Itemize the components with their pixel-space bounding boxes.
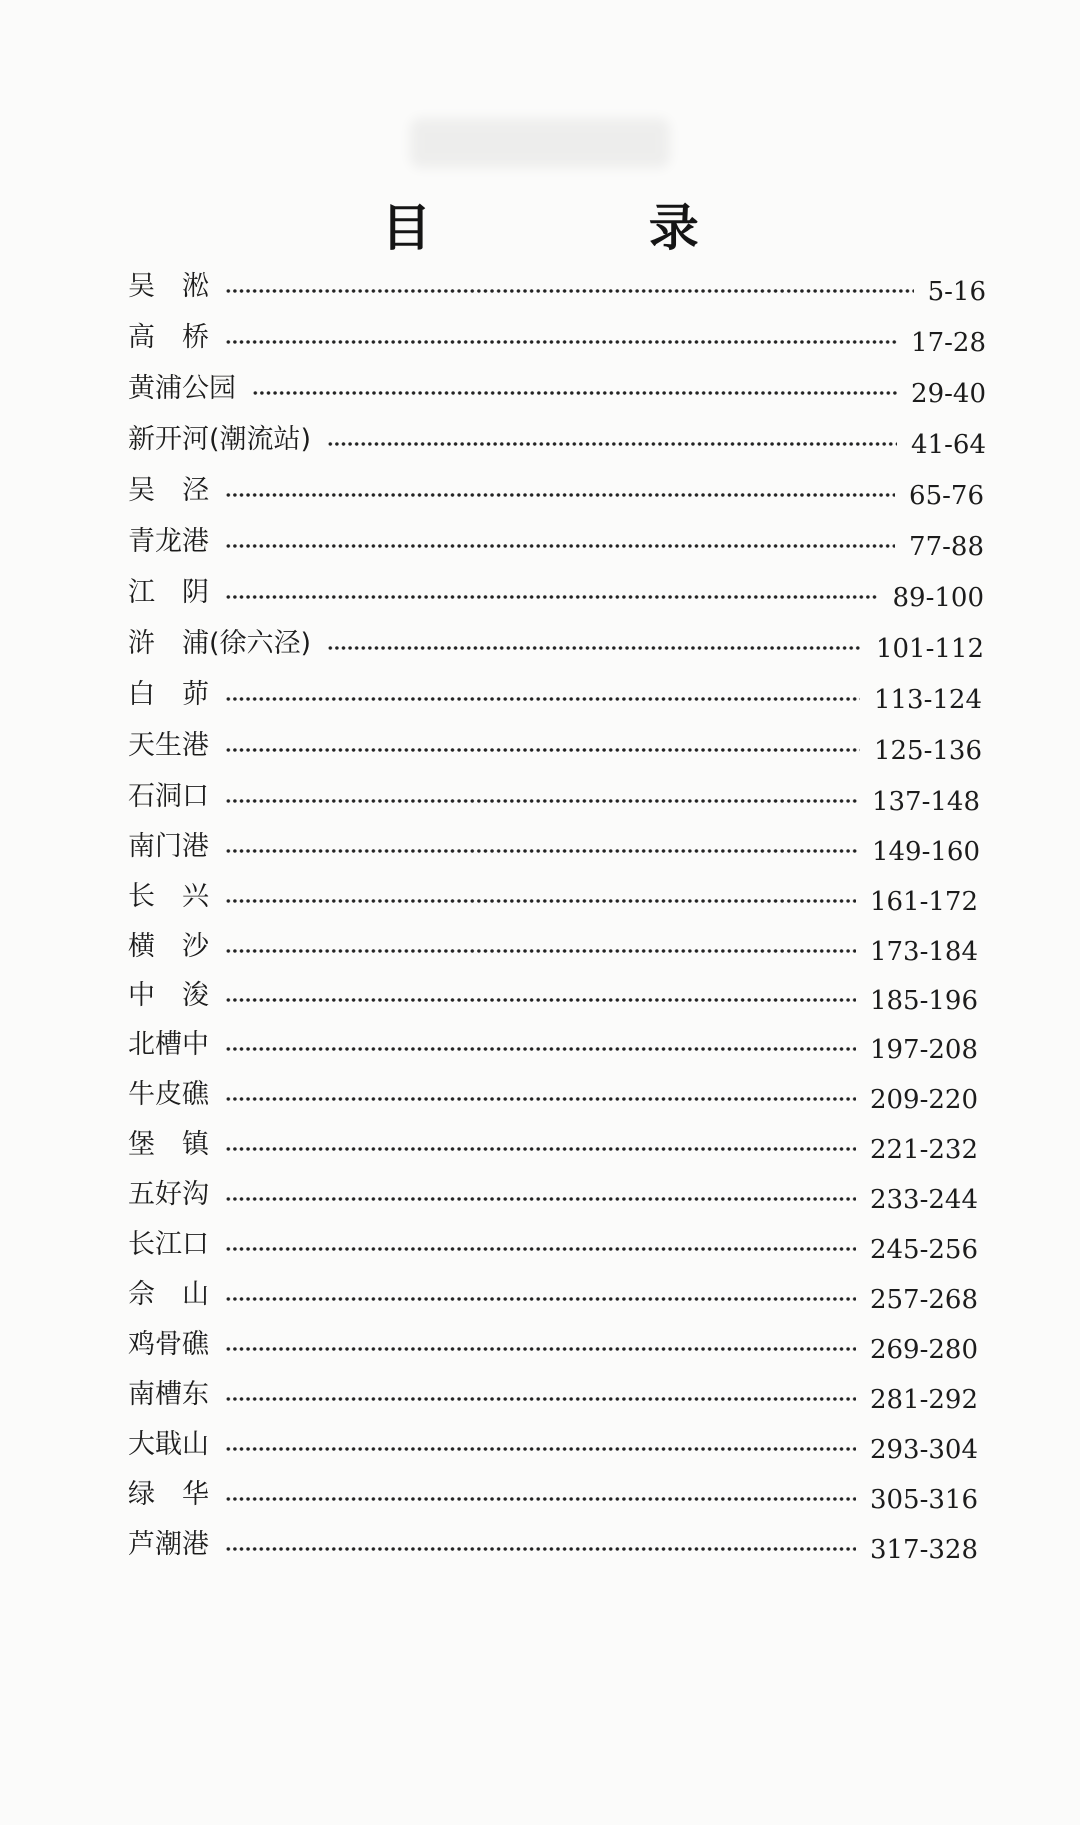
toc-entry: [128, 1420, 978, 1470]
toc-entry: [128, 1070, 978, 1120]
dot-leader: [225, 1546, 856, 1552]
toc-entry-label: 鸡骨礁: [128, 1329, 209, 1360]
toc-entry-pages: 221-232: [869, 1135, 978, 1165]
dot-leader: [225, 594, 879, 600]
dot-leader: [225, 1046, 856, 1052]
toc-entry-label: 芦潮港: [128, 1529, 209, 1560]
toc-entry-pages: 41-64: [911, 430, 986, 460]
dot-leader: [225, 848, 858, 854]
toc-entry: [128, 721, 982, 771]
toc-entry: [128, 1470, 978, 1520]
dot-leader: [225, 1146, 856, 1152]
toc-entry: [128, 364, 986, 414]
dot-leader: [225, 898, 856, 904]
toc-entry-label: 长江口: [128, 1229, 209, 1260]
toc-entry-pages: 5-16: [927, 277, 986, 307]
toc-entry-pages: 101-112: [875, 634, 984, 664]
toc-entry-label: 长 兴: [128, 881, 209, 912]
toc-entry: [128, 922, 978, 972]
toc-entry-pages: 125-136: [873, 736, 982, 766]
toc-entry: [128, 1320, 978, 1370]
toc-entry: [128, 1220, 978, 1270]
toc-entry-pages: 89-100: [892, 583, 984, 613]
toc-entry-label: 黄浦公园: [128, 373, 236, 404]
page-title: 目 录: [381, 199, 799, 257]
toc-entry-pages: 149-160: [871, 837, 980, 867]
dot-leader: [327, 441, 897, 447]
toc-entry: [128, 1170, 978, 1220]
toc-entry-label: 吴 泾: [128, 475, 209, 506]
dot-leader: [225, 1446, 856, 1452]
toc-entry: [128, 415, 986, 465]
toc-entry-pages: 305-316: [869, 1485, 978, 1515]
toc-entry-label: 浒 浦(徐六泾): [128, 628, 312, 659]
toc-entry-label: 吴 淞: [128, 271, 209, 302]
toc-entry-pages: 17-28: [911, 328, 986, 358]
toc-entry-pages: 77-88: [909, 532, 984, 562]
toc-entry: [128, 517, 984, 567]
dot-leader: [225, 492, 895, 498]
toc-entry-label: 青龙港: [128, 526, 209, 557]
toc-entry-label: 新开河(潮流站): [128, 424, 312, 455]
toc-entry-pages: 161-172: [869, 887, 978, 917]
toc-entry-pages: 281-292: [869, 1385, 978, 1415]
toc-entry-pages: 209-220: [869, 1085, 978, 1115]
dot-leader: [225, 543, 895, 549]
toc-entry-label: 佘 山: [128, 1279, 209, 1310]
toc-entry: [128, 1020, 978, 1070]
toc-entry-label: 天生港: [128, 730, 209, 761]
dot-leader: [225, 1346, 856, 1352]
dot-leader: [225, 1296, 856, 1302]
toc-entry-label: 堡 镇: [128, 1129, 209, 1160]
dot-leader: [252, 390, 897, 396]
toc-entry-label: 五好沟: [128, 1179, 209, 1210]
toc-entry: [128, 872, 978, 922]
toc-entry: [128, 1270, 978, 1320]
toc-entry-pages: 137-148: [871, 787, 980, 817]
dot-leader: [225, 997, 856, 1003]
toc-entry-pages: 317-328: [869, 1535, 978, 1565]
dot-leader: [225, 798, 858, 804]
toc-entry: [128, 262, 986, 312]
toc-entry: [128, 466, 984, 516]
toc-entry-pages: 113-124: [873, 685, 982, 715]
toc-entry-label: 高 桥: [128, 322, 209, 353]
toc-entry-pages: 293-304: [869, 1435, 978, 1465]
toc-entry: [128, 1520, 978, 1570]
toc-entry-pages: 65-76: [909, 481, 984, 511]
toc-entry-pages: 257-268: [869, 1285, 978, 1315]
toc-entry-pages: 173-184: [869, 937, 978, 967]
dot-leader: [225, 339, 897, 345]
table-of-contents: [0, 262, 1080, 1582]
toc-entry: [128, 1370, 978, 1420]
dot-leader: [225, 747, 860, 753]
toc-entry-label: 南门港: [128, 831, 209, 862]
toc-entry-pages: 245-256: [869, 1235, 978, 1265]
toc-entry-label: 大戢山: [128, 1429, 209, 1460]
toc-entry-label: 横 沙: [128, 931, 209, 962]
toc-entry-pages: 269-280: [869, 1335, 978, 1365]
dot-leader: [225, 948, 856, 954]
show-through-mark: [410, 118, 670, 168]
toc-entry: [128, 971, 978, 1021]
toc-entry-pages: 233-244: [869, 1185, 978, 1215]
dot-leader: [225, 1096, 856, 1102]
toc-entry: [128, 822, 980, 872]
toc-entry-label: 牛皮礁: [128, 1079, 209, 1110]
toc-entry: [128, 619, 984, 669]
toc-entry: [128, 313, 986, 363]
toc-entry-pages: 185-196: [869, 986, 978, 1016]
toc-entry-pages: 29-40: [911, 379, 986, 409]
toc-entry: [128, 670, 982, 720]
dot-leader: [225, 1396, 856, 1402]
dot-leader: [225, 1246, 856, 1252]
dot-leader: [225, 288, 914, 294]
toc-entry-label: 江 阴: [128, 577, 209, 608]
toc-entry-label: 南槽东: [128, 1379, 209, 1410]
toc-entry: [128, 1120, 978, 1170]
toc-entry: [128, 772, 980, 822]
toc-entry-pages: 197-208: [869, 1035, 978, 1065]
toc-entry-label: 石洞口: [128, 781, 209, 812]
toc-entry-label: 北槽中: [128, 1029, 209, 1060]
toc-entry: [128, 568, 984, 618]
dot-leader: [225, 1496, 856, 1502]
toc-entry-label: 绿 华: [128, 1479, 209, 1510]
dot-leader: [225, 696, 860, 702]
toc-entry-label: 中 浚: [128, 980, 209, 1011]
toc-entry-label: 白 茆: [128, 679, 209, 710]
dot-leader: [225, 1196, 856, 1202]
dot-leader: [327, 645, 862, 651]
